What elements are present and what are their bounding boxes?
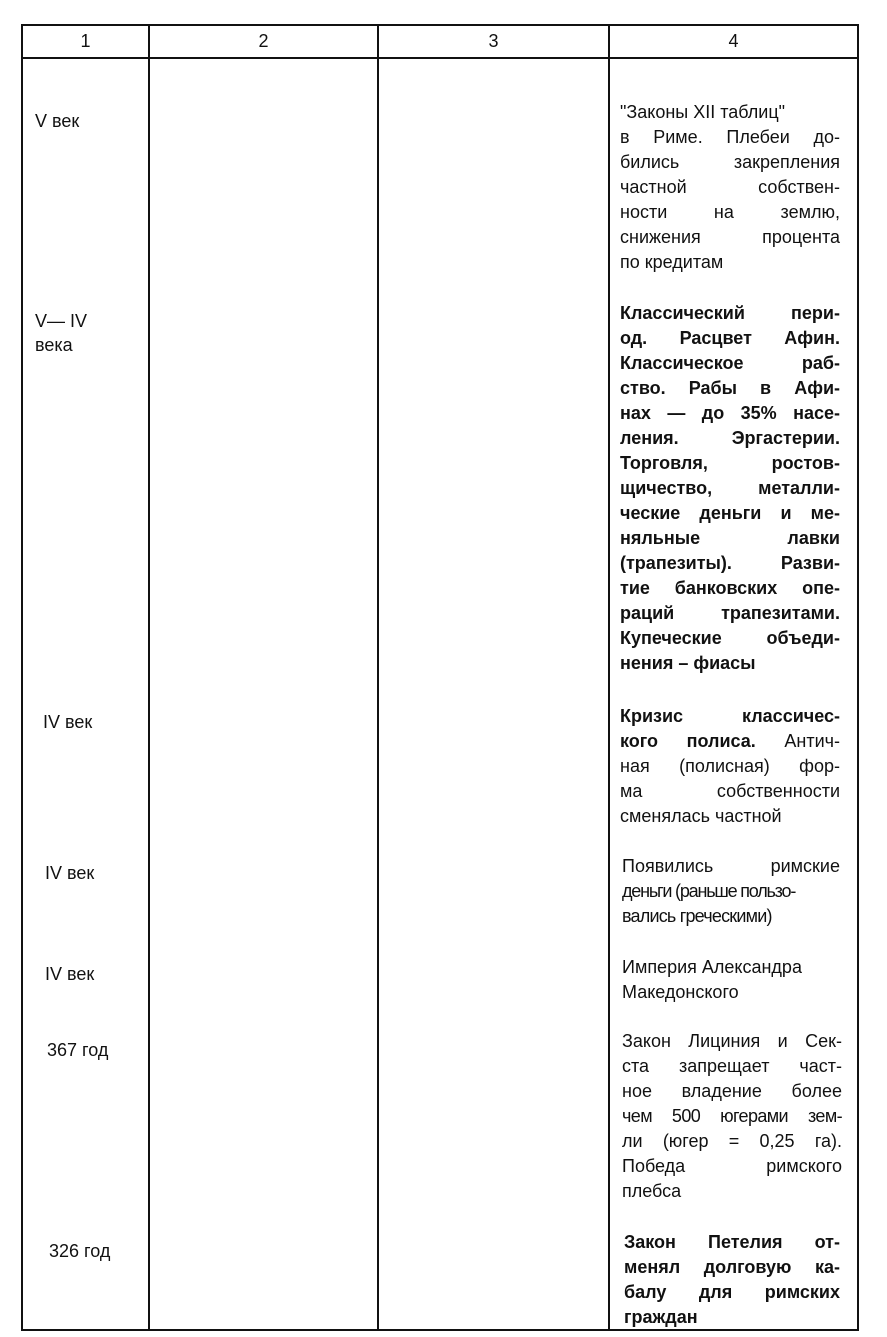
- event-row-4: [622, 854, 840, 929]
- event-row-6-line: плебса: [622, 1181, 682, 1201]
- date-row-3: IV век: [43, 712, 93, 732]
- event-row-4-line: вались греческими): [622, 906, 772, 926]
- event-row-5-line: Империя Александра: [622, 957, 802, 977]
- date-row-2-line-1: V— IV: [35, 311, 88, 331]
- event-row-7-line: балу для римских: [624, 1282, 840, 1302]
- date-row-4: IV век: [45, 863, 95, 883]
- event-row-3-line: [620, 729, 840, 754]
- empty-column-3: [378, 58, 609, 1330]
- event-row-3-text-part: Антич-: [755, 731, 840, 751]
- event-row-2-line: ления. Эргастерии.: [620, 428, 840, 448]
- event-row-6-line: Закон Лициния и Сек-: [622, 1031, 842, 1051]
- event-row-4-line: деньги (раньше пользо-: [622, 881, 796, 901]
- empty-column-2: [149, 58, 378, 1330]
- column-header-2: 2: [149, 25, 378, 58]
- event-row-1-line: по кредитам: [620, 252, 724, 272]
- event-row-6-line: ли (югер = 0,25 га).: [622, 1131, 842, 1151]
- event-row-7: [624, 1230, 840, 1330]
- chronology-table: [21, 24, 859, 1331]
- event-row-1-line: частной собствен-: [620, 177, 840, 197]
- event-row-1-line: "Законы XII таблиц": [620, 102, 786, 122]
- date-row-2-line-2: века: [35, 335, 73, 355]
- event-row-2-line: од. Расцвет Афин.: [620, 328, 840, 348]
- event-row-2-line: ство. Рабы в Афи-: [620, 378, 840, 398]
- event-row-2-line: раций трапезитами.: [620, 603, 840, 623]
- event-row-1-line: снижения процента: [620, 227, 840, 247]
- event-row-6-line: чем 500 югерами зем-: [622, 1106, 842, 1126]
- event-row-2-line: ческие деньги и ме-: [620, 503, 840, 523]
- event-row-3-line: [620, 704, 840, 729]
- event-row-2-line: Купеческие объеди-: [620, 628, 840, 648]
- event-row-2-line: Классическое раб-: [620, 353, 840, 373]
- event-row-2-line: щичество, металли-: [620, 478, 840, 498]
- column-header-3: 3: [378, 25, 609, 58]
- event-row-1: [620, 100, 840, 275]
- date-row-1: V век: [35, 111, 80, 131]
- event-row-2-line: нах — до 35% насе-: [620, 403, 840, 423]
- event-row-1-line: ности на землю,: [620, 202, 840, 222]
- date-row-6: 367 год: [47, 1040, 109, 1060]
- event-row-4-line: Появились римские: [622, 856, 840, 876]
- event-row-2-line: (трапезиты). Разви-: [620, 553, 840, 573]
- event-row-2-line: нения – фиасы: [620, 653, 756, 673]
- table-body-row: [22, 58, 858, 1330]
- event-row-2-line: Торговля, ростов-: [620, 453, 840, 473]
- column-header-4: 4: [609, 25, 858, 58]
- table-header-row: [22, 25, 858, 58]
- date-column: [22, 58, 149, 1330]
- event-row-6-line: ное владение более: [622, 1081, 842, 1101]
- event-row-3: [620, 704, 840, 829]
- event-column: [609, 58, 858, 1330]
- date-row-2: [35, 309, 87, 357]
- event-row-2-line: тие банковских опе-: [620, 578, 840, 598]
- event-row-6-line: ста запрещает част-: [622, 1056, 842, 1076]
- event-row-3-line: ма собственности: [620, 781, 840, 801]
- event-row-1-line: бились закрепления: [620, 152, 840, 172]
- event-row-7-line: менял долговую ка-: [624, 1257, 840, 1277]
- event-row-2-line: няльные лавки: [620, 528, 840, 548]
- date-row-7: 326 год: [49, 1241, 111, 1261]
- event-row-1-line: в Риме. Плебеи до-: [620, 127, 840, 147]
- date-row-5: IV век: [45, 964, 95, 984]
- event-row-6: [622, 1029, 842, 1204]
- event-row-3-bold-part: Кризис классичес-: [620, 706, 840, 726]
- event-row-7-line: Закон Петелия от-: [624, 1232, 840, 1252]
- event-row-2: [620, 301, 840, 676]
- event-row-3-bold-part: кого полиса.: [620, 731, 756, 751]
- event-row-6-line: Победа римского: [622, 1156, 842, 1176]
- event-row-2-line: Классический пери-: [620, 303, 840, 323]
- event-row-5-line: Македонского: [622, 982, 739, 1002]
- event-row-3-line: сменялась частной: [620, 806, 782, 826]
- event-row-5: [622, 955, 842, 1005]
- event-row-7-line: граждан: [624, 1307, 698, 1327]
- event-row-3-line: ная (полисная) фор-: [620, 756, 840, 776]
- column-header-1: 1: [22, 25, 149, 58]
